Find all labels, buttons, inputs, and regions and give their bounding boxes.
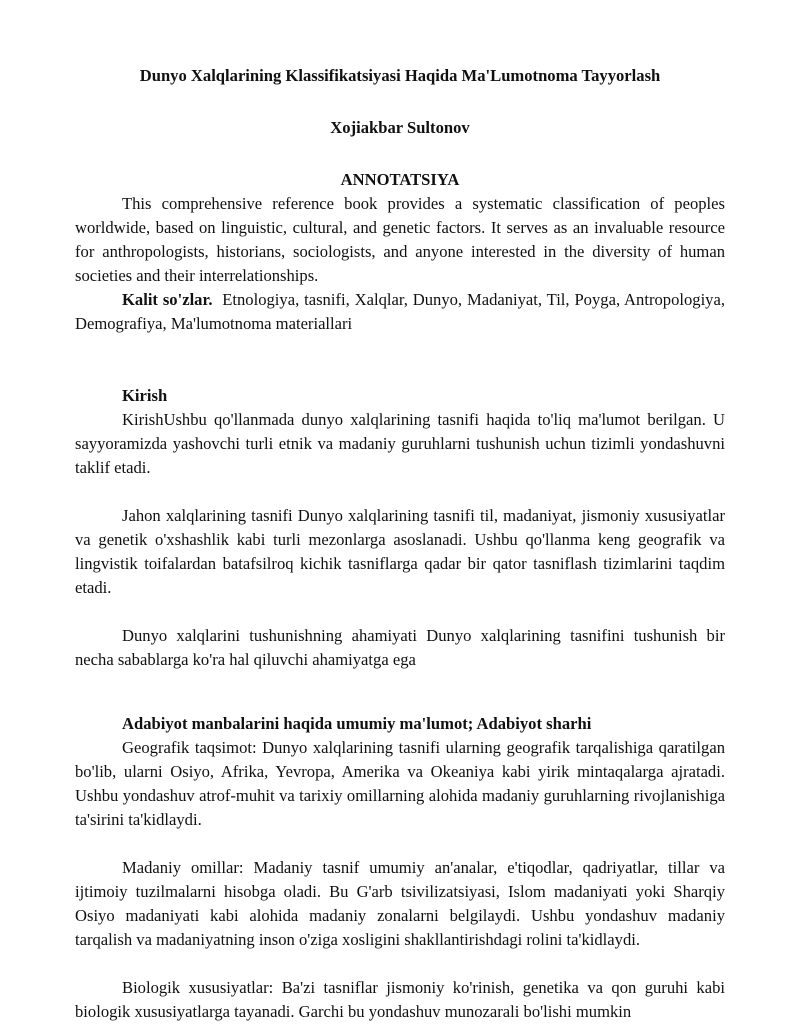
intro-paragraph-2: Jahon xalqlarining tasnifi Dunyo xalqlarining tasnifi til, madaniyat, jismoniy xususiyatlar va genetik o'xshashlik kabi turli mezonlarga asoslanadi. Ushbu qo'llanma keng geografik va lingvistik toifalardan batafsilroq kichik tasniflarga qadar bir qator tasniflash tizimlarini taqdim etadi.	[75, 506, 725, 597]
annotation-text: This comprehensive reference book provides a systematic classification of peoples worldwide, based on linguistic, cultural, and genetic factors. It serves as an invaluable resource for anthropologists, historians, sociologists, and anyone interested in the diversity of human societies and their interrelationships.	[75, 194, 725, 285]
author-name: Xojiakbar Sultonov	[330, 118, 470, 137]
literature-heading: Adabiyot manbalarini haqida umumiy ma'lumot; Adabiyot sharhi	[122, 714, 592, 733]
literature-paragraph-2: Madaniy omillar: Madaniy tasnif umumiy an'analar, e'tiqodlar, qadriyatlar, tillar va ijtimoiy tuzilmalarni hisobga oladi. Bu G'arb tsivilizatsiyasi, Islom madaniyati yoki Sharqiy Osiyo madaniyati kabi alohida madaniy zonalarni belgilaydi. Ushbu yondashuv madaniy tarqalish va madaniyatning inson o'ziga xosligini shakllantirishdagi rolini ta'kidlaydi.	[75, 858, 725, 949]
keywords-paragraph	[75, 288, 725, 336]
keywords-label: Kalit so'zlar.	[122, 290, 213, 309]
intro-heading: Kirish	[122, 386, 168, 405]
intro-paragraph-3: Dunyo xalqlarini tushunishning ahamiyati Dunyo xalqlarining tasnifini tushunish bir necha sabablarga ko'ra hal qiluvchi ahamiyatga ega	[75, 626, 725, 669]
document-title: Dunyo Xalqlarining Klassifikatsiyasi Haqida Ma'Lumotnoma Tayyorlash	[139, 66, 661, 85]
intro-paragraph-1: KirishUshbu qo'llanmada dunyo xalqlarining tasnifi haqida to'liq ma'lumot berilgan. U sayyoramizda yashovchi turli etnik va madaniy guruhlarni tushunish uchun tizimli yondashuvni taklif etadi.	[75, 410, 725, 477]
keywords-text: Etnologiya, tasnifi, Xalqlar, Dunyo, Madaniyat, Til, Poyga, Antropologiya, Demografiya, Ma'lumotnoma materiallari	[75, 290, 725, 333]
annotation-heading: ANNOTATSIYA	[340, 170, 460, 189]
literature-paragraph-1: Geografik taqsimot: Dunyo xalqlarining tasnifi ularning geografik tarqalishiga qaratilgan bo'lib, ularni Osiyo, Afrika, Yevropa, Amerika va Okeaniya kabi yirik mintaqalarga ajratadi. Ushbu yondashuv atrof-muhit va tarixiy omillarning alohida madaniy guruhlarning rivojlanishiga ta'sirini ta'kidlaydi.	[75, 738, 725, 829]
literature-paragraph-3: Biologik xususiyatlar: Ba'zi tasniflar jismoniy ko'rinish, genetika va qon guruhi kabi biologik xususiyatlarga tayanadi. Garchi bu yondashuv munozarali bo'lishi mumkin	[75, 978, 725, 1021]
